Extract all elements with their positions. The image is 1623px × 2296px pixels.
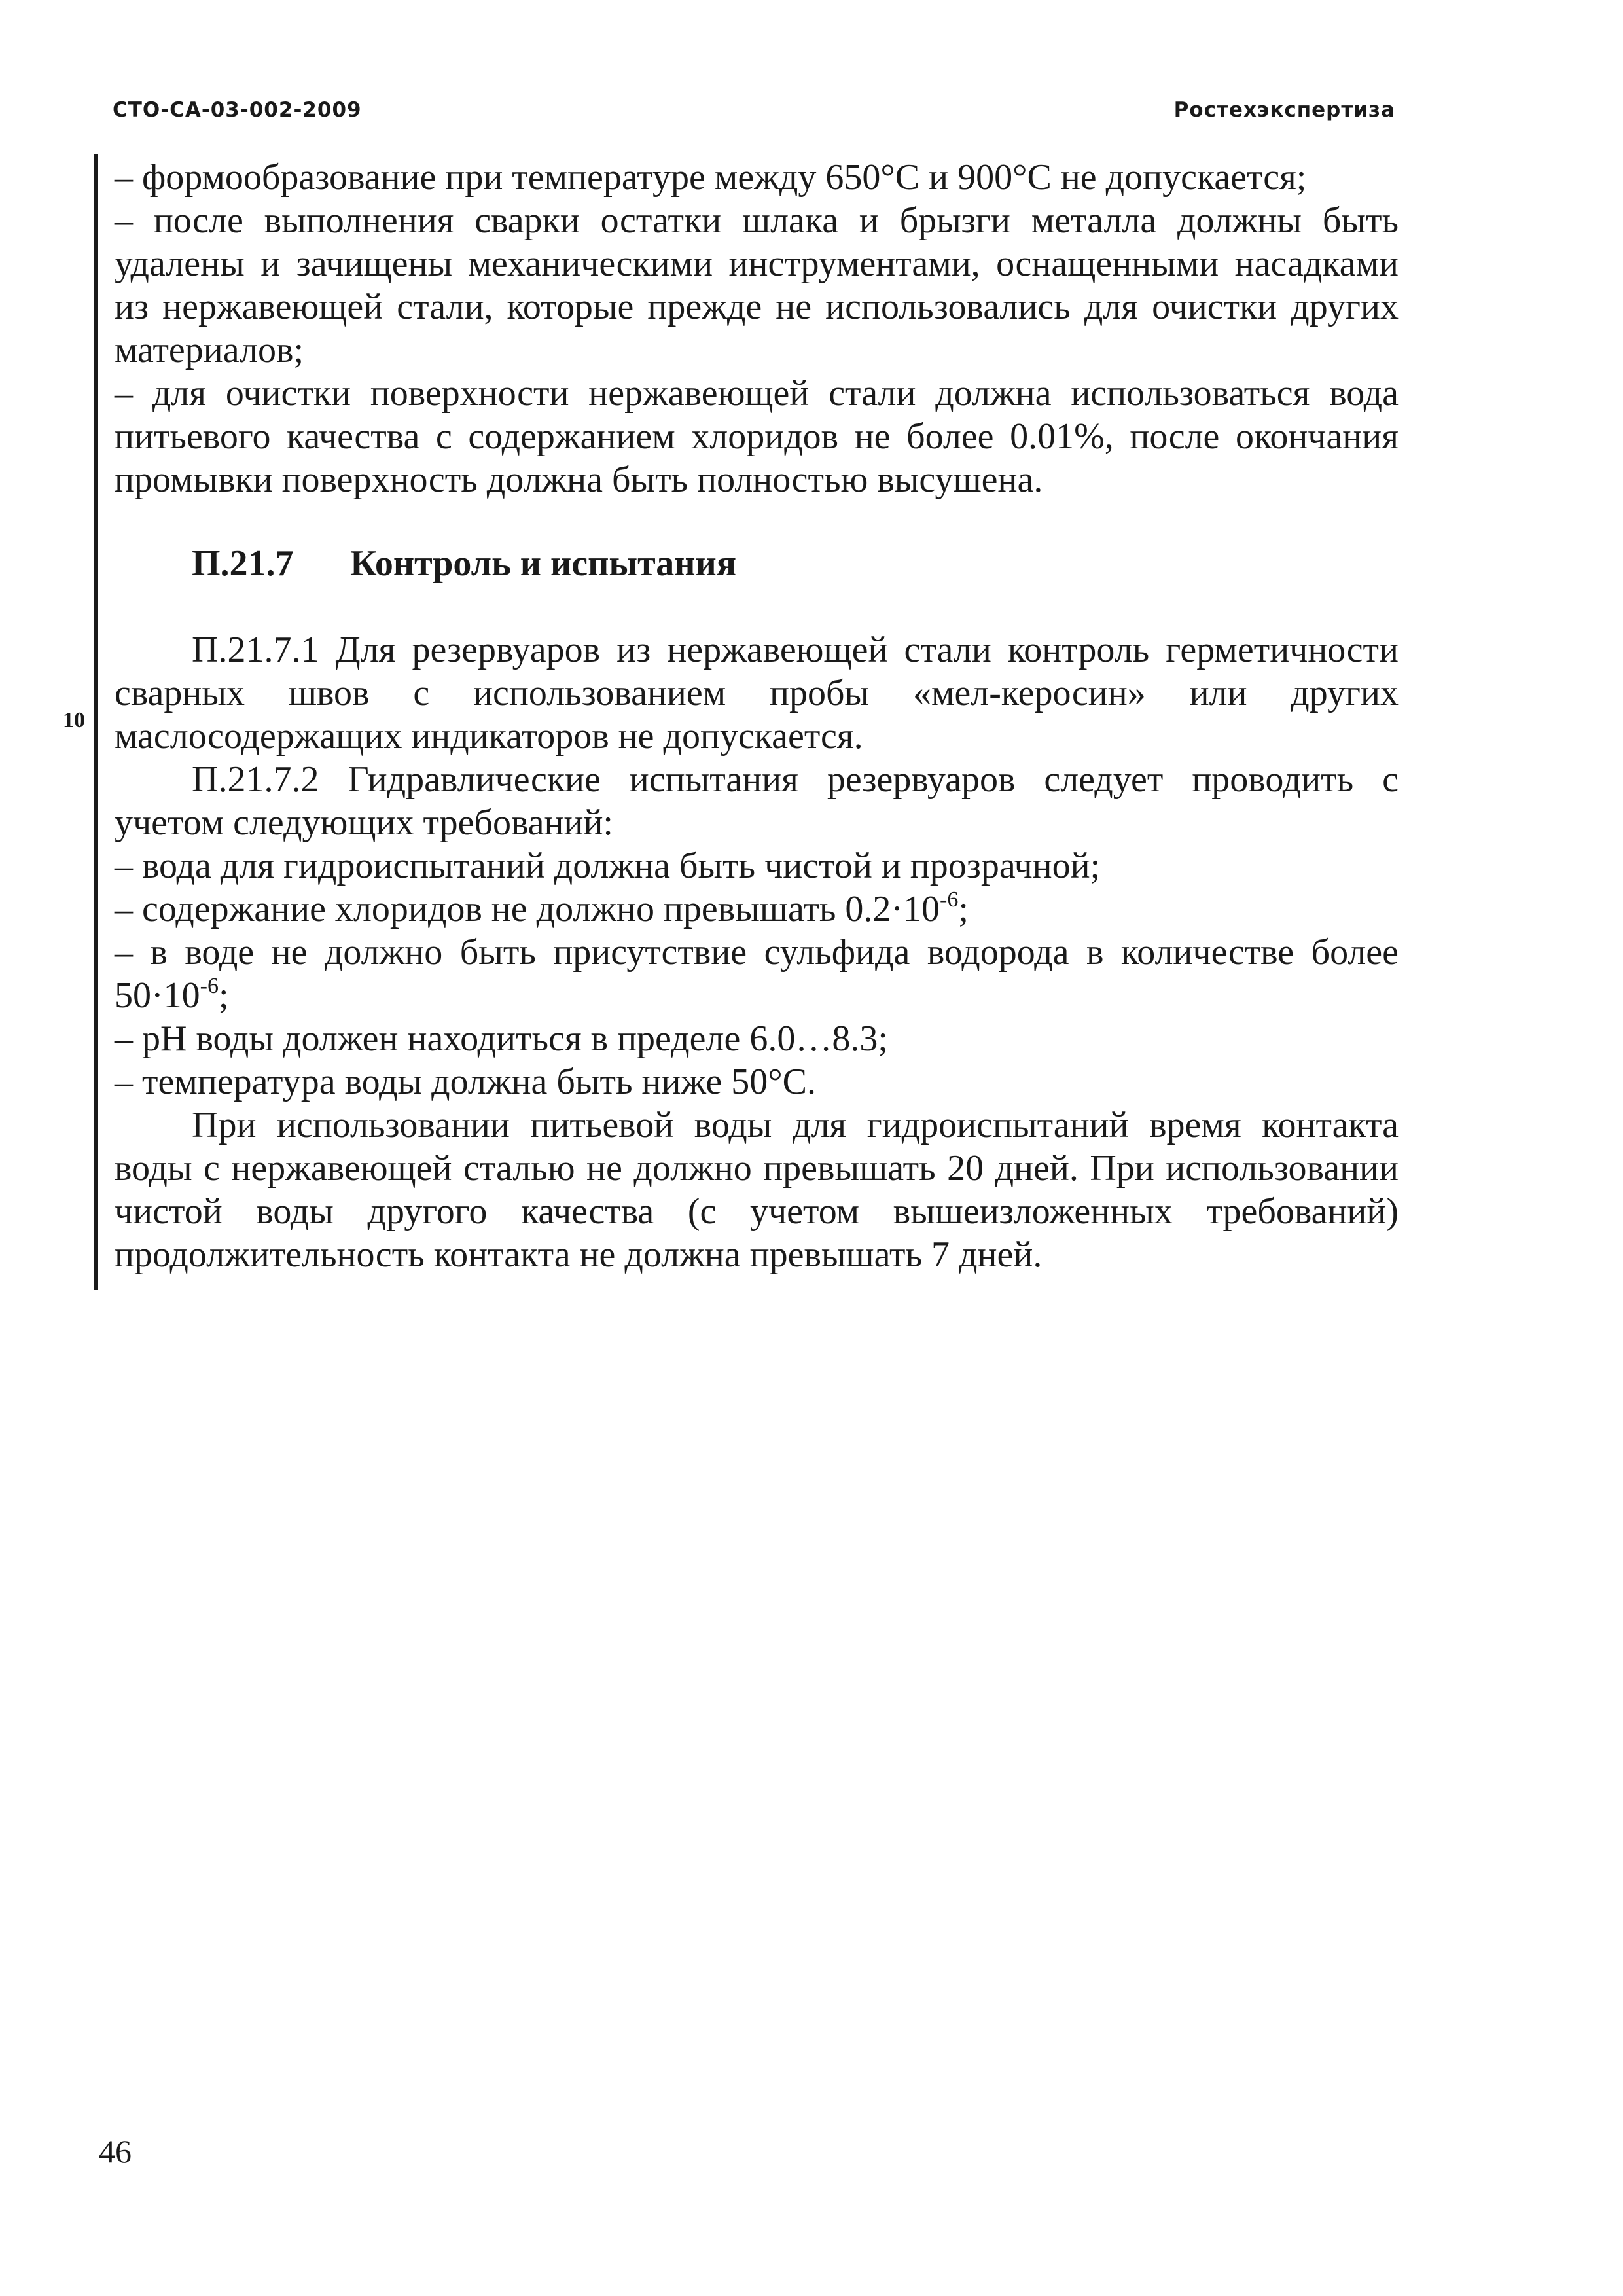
organization-name: Ростехэкспертиза [1173,98,1395,122]
list-item-chlorides: – содержание хлоридов не должно превышать $0.2\cdot 10^{-6}$; [115,888,969,929]
paragraph-21-7-1: П.21.7.1 Для резервуаров из нержавеющей стали контроль герметичности сварных швов с использованием пробы «мел-керосин» или других маслосодержащих индикаторов не допускается. [115,630,1399,757]
change-number: 10 [63,708,85,732]
section-number: П.21.7 [192,543,294,584]
paragraph-forming: – формообразование при температуре между 650°С и 900°С не допускается; [115,157,1307,198]
section-heading [115,542,1399,585]
paragraph-21-7-2: П.21.7.2 Гидравлические испытания резервуаров следует проводить с учетом следующих требований: [115,759,1399,843]
paragraph-cleaning-slag: – после выполнения сварки остатки шлака и брызги металла должны быть удалены и зачищены механическими инструментами, оснащенными насадками из нержавеющей стали, которые прежде не использовались для очистки других материалов; [115,200,1399,370]
list-item-ph: – pH воды должен находиться в пределе 6.0…8.3; [115,1018,888,1059]
document-code: СТО-СА-03-002-2009 [113,98,362,122]
page-header [113,98,1395,131]
paragraph-contact-time: При использовании питьевой воды для гидроиспытаний время контакта воды с нержавеющей сталью не должно превышать 20 дней. При использовании чистой воды другого качества (с учетом вышеизложенных требований) продолжительность контакта не должна превышать 7 дней. [115,1105,1399,1275]
list-item-water-clean: – вода для гидроиспытаний должна быть чистой и прозрачной; [115,846,1101,886]
page-number: 46 [99,2133,132,2170]
document-body [115,156,1399,1276]
change-bar [94,154,98,1290]
list-item-temperature: – температура воды должна быть ниже 50°С. [115,1062,816,1102]
section-title: Контроль и испытания [350,543,737,584]
list-item-hydrogen-sulfide: – в воде не должно быть присутствие сульфида водорода в количестве более $50\cdot 10^{-6}$; [115,932,1399,1016]
paragraph-water-cleaning: – для очистки поверхности нержавеющей стали должна использоваться вода питьевого качества с содержанием хлоридов не более 0.01%, после окончания промывки поверхность должна быть полностью высушена. [115,373,1399,500]
